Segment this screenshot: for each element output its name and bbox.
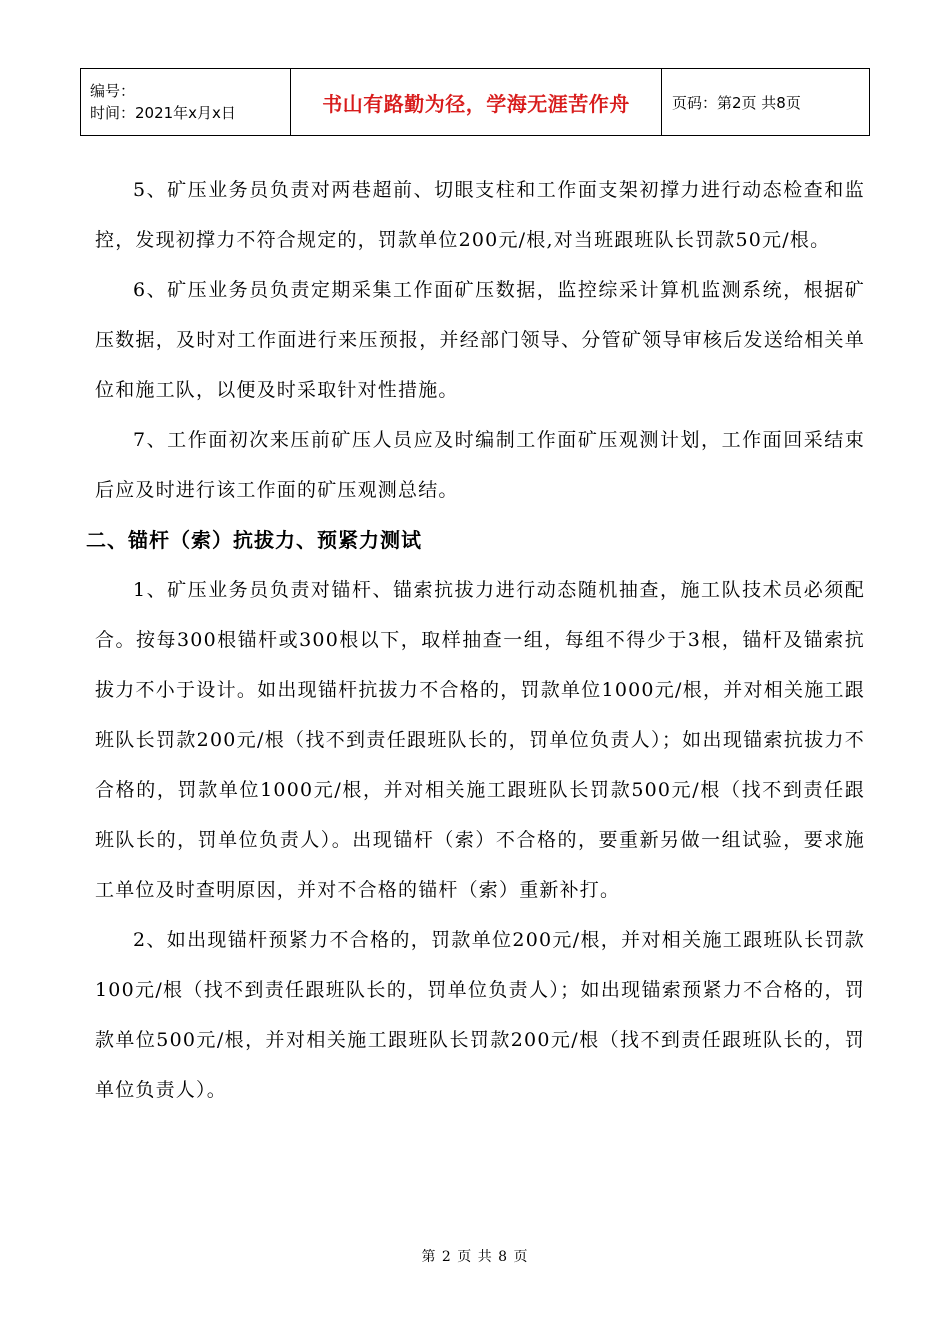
section-heading: 二、锚杆（索）抗拔力、预紧力测试 xyxy=(86,528,422,552)
header-table xyxy=(80,68,870,136)
document-body xyxy=(86,165,865,1115)
page-footer: 第 2 页 共 8 页 xyxy=(421,1249,529,1265)
paragraph-7: 7、工作面初次来压前矿压人员应及时编制工作面矿压观测计划，工作面回采结束后应及时进行该工作面的矿压观测总结。 xyxy=(95,429,865,501)
paragraph-6: 6、矿压业务员负责定期采集工作面矿压数据，监控综采计算机监测系统，根据矿压数据，及时对工作面进行来压预报，并经部门领导、分管矿领导审核后发送给相关单位和施工队，以便及时采取针对性措施。 xyxy=(95,279,865,401)
header-page-info: 页码：第2页 共8页 xyxy=(662,69,870,136)
paragraph-5: 5、矿压业务员负责对两巷超前、切眼支柱和工作面支架初撑力进行动态检查和监控，发现初撑力不符合规定的，罚款单位200元/根,对当班跟班队长罚款50元/根。 xyxy=(95,179,865,251)
document-number-label: 编号： xyxy=(90,82,136,100)
paragraph-anchor-pullout: 1、矿压业务员负责对锚杆、锚索抗拔力进行动态随机抽查，施工队技术员必须配合。按每300根锚杆或300根以下，取样抽查一组，每组不得少于3根，锚杆及锚索抗拔力不小于设计。如出现锚杆抗拔力不合格的，罚款单位1000元/根，并对相关施工跟班队长罚款200元/根（找不到责任跟班队长的，罚单位负责人）；如出现锚索抗拔力不合格的，罚款单位1000元/根，并对相关施工跟班队长罚款500元/根（找不到责任跟班队长的，罚单位负责人）。出现锚杆（索）不合格的，要重新另做一组试验，要求施工单位及时查明原因，并对不合格的锚杆（索）重新补打。 xyxy=(95,579,865,901)
header-motto: 书山有路勤为径，学海无涯苦作舟 xyxy=(291,69,662,136)
document-time-label: 时间：2021年x月x日 xyxy=(90,104,236,122)
paragraph-anchor-pretension: 2、如出现锚杆预紧力不合格的，罚款单位200元/根，并对相关施工跟班队长罚款100元/根（找不到责任跟班队长的，罚单位负责人）；如出现锚索预紧力不合格的，罚款单位500元/根，并对相关施工跟班队长罚款200元/根（找不到责任跟班队长的，罚单位负责人）。 xyxy=(95,929,865,1101)
header-meta-cell xyxy=(81,69,291,136)
